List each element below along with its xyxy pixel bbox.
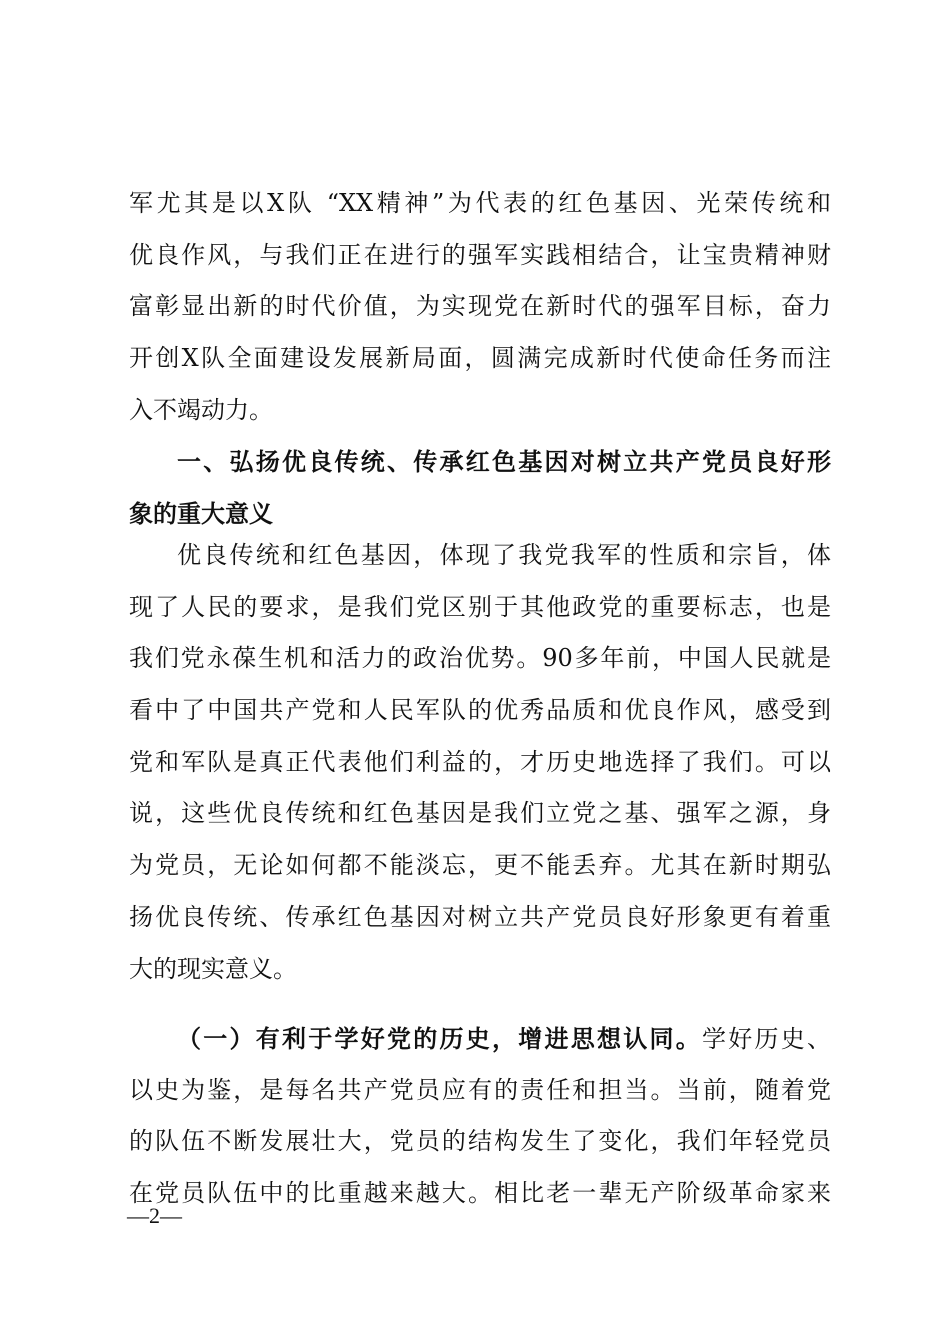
heading-line: 象的重大意义 (129, 498, 273, 528)
paragraph-3-first-rest: 学好历史、 (702, 1025, 831, 1053)
paragraph-1-line: 军尤其是以X队 “XX精神”为代表的红色基因、光荣传统和 (129, 189, 831, 217)
paragraph-3-first-line (129, 1013, 831, 1065)
paragraph-2-line: 我们党永葆生机和活力的政治优势。90多年前，中国人民就是 (129, 644, 831, 673)
heading-line: 一、弘扬优良传统、传承红色基因对树立共产党员良好形 (177, 447, 831, 476)
paragraph-3-bold-lead: （一）有利于学好党的历史，增进思想认同。 (177, 1024, 702, 1053)
paragraph-2 (129, 530, 831, 995)
paragraph-2-line: 为党员，无论如何都不能淡忘，更不能丢弃。尤其在新时期弘 (129, 851, 831, 880)
paragraph-3-line: 以史为鉴，是每名共产党员应有的责任和担当。当前，随着党 (129, 1075, 831, 1104)
paragraph-1 (129, 178, 831, 436)
paragraph-2-line: 大的现实意义。 (129, 954, 297, 983)
paragraph-2-line: 优良传统和红色基因，体现了我党我军的性质和宗旨，体 (177, 541, 831, 569)
paragraph-2-line: 扬优良传统、传承红色基因对树立共产党员良好形象更有着重 (129, 902, 831, 931)
paragraph-1-line: 入不竭动力。 (129, 395, 273, 424)
paragraph-2-line: 党和军队是真正代表他们利益的，才历史地选择了我们。可以 (129, 747, 831, 776)
paragraph-3-line: 的队伍不断发展壮大，党员的结构发生了变化，我们年轻党员 (129, 1127, 831, 1156)
paragraph-3-line: 在党员队伍中的比重越来越大。相比老一辈无产阶级革命家来 (129, 1179, 831, 1208)
paragraph-2-line: 现了人民的要求，是我们党区别于其他政党的重要标志，也是 (129, 592, 831, 621)
paragraph-2-line: 看中了中国共产党和人民军队的优秀品质和优良作风，感受到 (129, 696, 831, 725)
paragraph-1-line: 富彰显出新的时代价值，为实现党在新时代的强军目标，奋力 (129, 292, 831, 321)
paragraph-1-line: 优良作风，与我们正在进行的强军实践相结合，让宝贵精神财 (129, 240, 831, 269)
paragraph-3 (129, 1013, 831, 1220)
section-heading-1 (129, 436, 831, 539)
page-number: —2— (127, 1203, 182, 1228)
paragraph-2-line: 说，这些优良传统和红色基因是我们立党之基、强军之源，身 (129, 799, 831, 828)
paragraph-1-line: 开创X队全面建设发展新局面，圆满完成新时代使命任务而注 (129, 344, 831, 373)
